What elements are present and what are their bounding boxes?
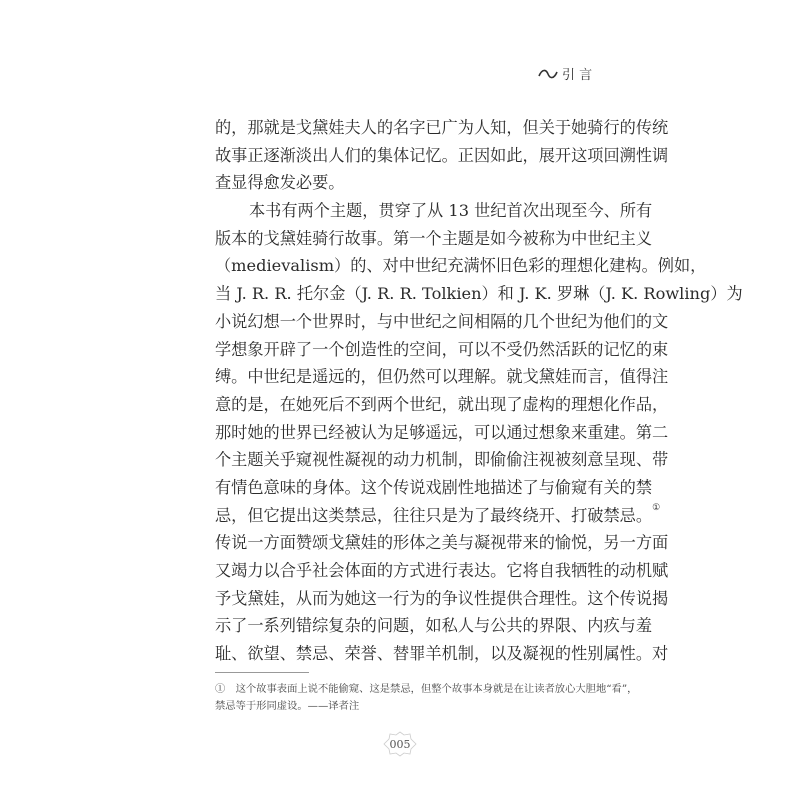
text-line xyxy=(215,502,661,530)
text-line: 意的是，在她死后不到两个世纪，就出现了虚构的理想化作品， xyxy=(215,394,669,414)
text-line: 查显得愈发必要。 xyxy=(215,173,345,193)
text-line: 缚。中世纪是遥远的，但仍然可以理解。就戈黛娃而言，值得注 xyxy=(215,367,669,387)
text-line: 传说一方面赞颂戈黛娃的形体之美与凝视带来的愉悦，另一方面 xyxy=(215,533,669,553)
text-line: 耻、欲望、禁忌、荣誉、替罪羊机制，以及凝视的性别属性。对 xyxy=(215,644,669,664)
text-line: （medievalism）的、对中世纪充满怀旧色彩的理想化建构。例如， xyxy=(215,256,707,276)
body-text xyxy=(215,114,743,668)
text-line: 故事正逐渐淡出人们的集体记忆。正因如此，展开这项回溯性调 xyxy=(215,145,669,165)
footnote xyxy=(215,681,638,715)
text-line: 那时她的世界已经被认为足够遥远，可以通过想象来重建。第二 xyxy=(215,422,669,442)
text-line: 个主题关乎窥视性凝视的动力机制，即偷偷注视被刻意呈现、带 xyxy=(215,450,669,470)
text-line: 示了一系列错综复杂的问题，如私人与公共的界限、内疚与羞 xyxy=(215,616,653,636)
section-title: 引 言 xyxy=(562,68,593,83)
footnote-divider xyxy=(215,672,309,673)
text-line: 予戈黛娃，从而为她这一行为的争议性提供合理性。这个传说揭 xyxy=(215,588,669,608)
running-header xyxy=(538,64,592,83)
text-line: 本书有两个主题，贯穿了从 13 世纪首次出现至今、所有 xyxy=(249,201,653,221)
text-line-content: 忌，但它提出这类禁忌，往往只是为了最终绕开、打破禁忌。 xyxy=(215,505,653,525)
text-line: 的，那就是戈黛娃夫人的名字已广为人知，但关于她骑行的传统 xyxy=(215,118,669,137)
text-line: 有情色意味的身体。这个传说戏剧性地描述了与偷窥有关的禁 xyxy=(215,477,653,497)
text-line: 版本的戈黛娃骑行故事。第一个主题是如今被称为中世纪主义 xyxy=(215,228,653,248)
page-number xyxy=(383,731,417,757)
page-number-text: 005 xyxy=(389,737,411,751)
footnote-reference[interactable]: ① xyxy=(652,502,661,513)
text-line: 小说幻想一个世界时，与中世纪之间相隔的几个世纪为他们的文 xyxy=(215,311,669,331)
footnote-line: ① 这个故事表面上说不能偷窥、这是禁忌，但整个故事本身就是在让读者放心大胆地“看”， xyxy=(215,683,638,695)
swirl-ornament-icon xyxy=(538,68,558,80)
footnote-line: 禁忌等于形同虚设。——译者注 xyxy=(215,700,360,712)
text-line: 学想象开辟了一个创造性的空间，可以不受仍然活跃的记忆的束 xyxy=(215,339,669,359)
text-line: 又竭力以合乎社会体面的方式进行表达。它将自我牺牲的动机赋 xyxy=(215,561,669,580)
text-line: 当 J. R. R. 托尔金（J. R. R. Tolkien）和 J. K. 罗琳（J. K. Rowling）为 xyxy=(215,284,743,304)
